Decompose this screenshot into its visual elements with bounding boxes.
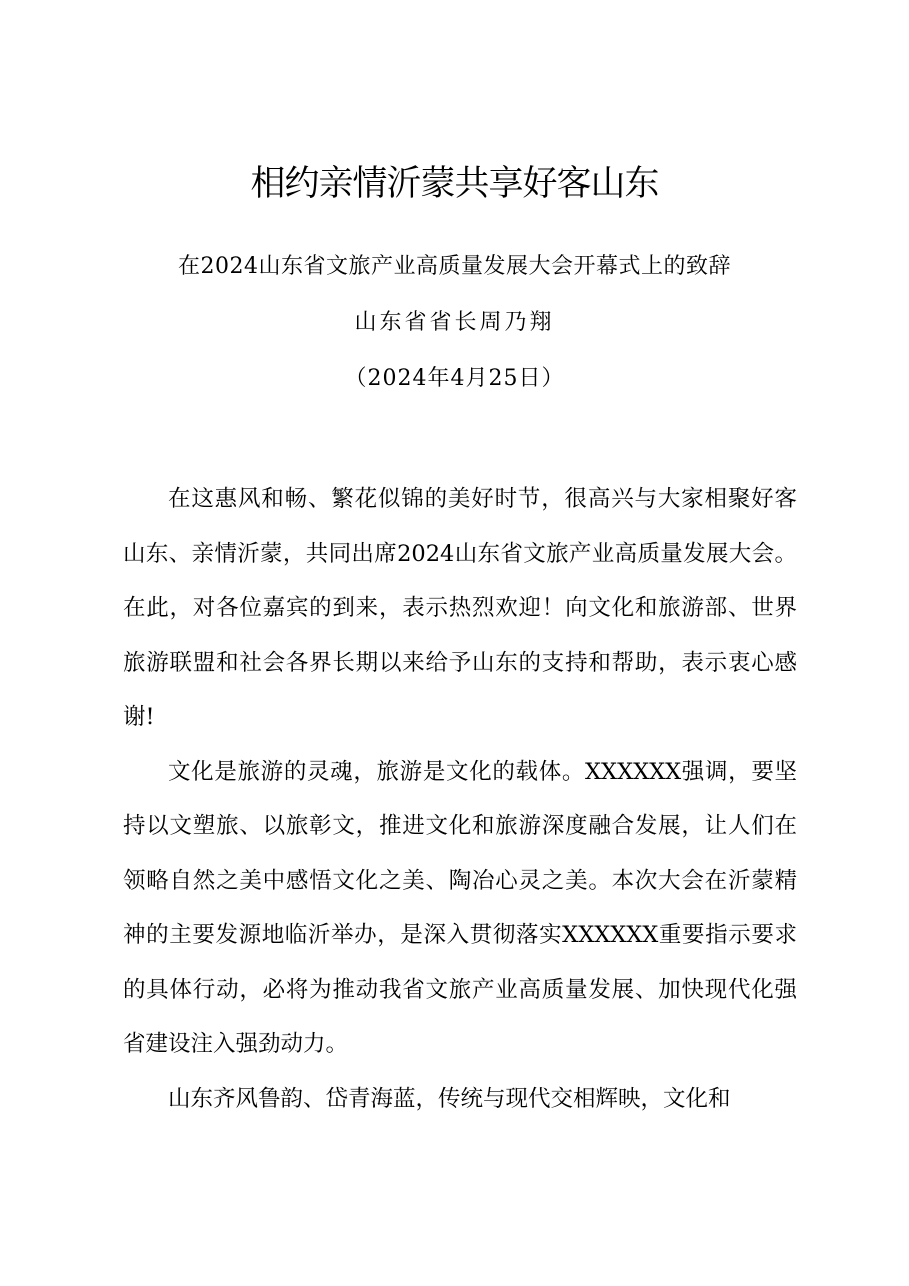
paragraph: 文化是旅游的灵魂，旅游是文化的载体。XXXXXX强调，要坚持以文塑旅、以旅彰文，推进文化和旅游深度融合发展，让人们在领略自然之美中感悟文化之美、陶冶心灵之美。本次大会在沂蒙精神的主要发源地临沂举办，是深入贯彻落实XXXXXX重要指示要求的具体行动，必将为推动我省文旅产业高质量发展、加快现代化强省建设注入强劲动力。 xyxy=(123,758,797,1057)
date-line: （2024年4月25日） xyxy=(344,366,565,391)
paragraph: 在这惠风和畅、繁花似锦的美好时节，很高兴与大家相聚好客山东、亲情沂蒙，共同出席2024山东省文旅产业高质量发展大会。在此，对各位嘉宾的到来，表示热烈欢迎！向文化和旅游部、世界旅游联盟和社会各界长期以来给予山东的支持和帮助，表示衷心感谢! xyxy=(123,486,797,730)
document-subtitle: 在2024山东省文旅产业高质量发展大会开幕式上的致辞 xyxy=(178,254,731,279)
document-body xyxy=(123,472,797,1126)
paragraph: 山东齐风鲁韵、岱青海蓝，传统与现代交相辉映，文化和 xyxy=(168,1085,731,1112)
document-title: 相约亲情沂蒙共享好客山东 xyxy=(250,164,659,204)
speaker-line: 山东省省长周乃翔 xyxy=(354,310,555,335)
